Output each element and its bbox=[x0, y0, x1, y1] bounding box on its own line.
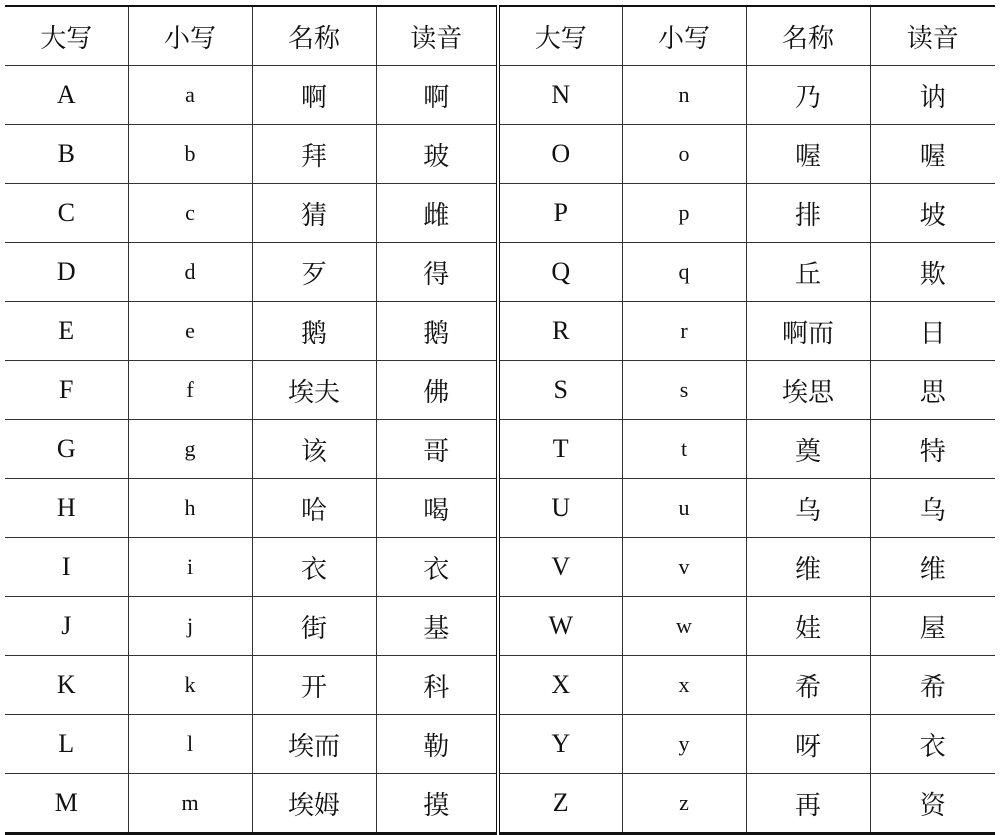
letter-lower-left: e bbox=[128, 302, 252, 361]
letter-name-right: 呀 bbox=[746, 715, 870, 774]
table-row bbox=[5, 243, 995, 302]
letter-name-left: 埃而 bbox=[252, 715, 376, 774]
letter-sound-left: 基 bbox=[376, 597, 498, 656]
letter-sound-right: 衣 bbox=[870, 715, 995, 774]
table-row bbox=[5, 125, 995, 184]
letter-sound-left: 佛 bbox=[376, 361, 498, 420]
letter-upper-left: B bbox=[5, 125, 128, 184]
letter-name-left: 街 bbox=[252, 597, 376, 656]
letter-sound-right: 乌 bbox=[870, 479, 995, 538]
letter-lower-right: q bbox=[622, 243, 746, 302]
letter-lower-left: k bbox=[128, 656, 252, 715]
letter-sound-right: 思 bbox=[870, 361, 995, 420]
letter-name-right: 喔 bbox=[746, 125, 870, 184]
letter-name-left: 拜 bbox=[252, 125, 376, 184]
letter-name-left: 埃夫 bbox=[252, 361, 376, 420]
letter-sound-right: 维 bbox=[870, 538, 995, 597]
table-row bbox=[5, 184, 995, 243]
letter-sound-right: 坡 bbox=[870, 184, 995, 243]
table-row bbox=[5, 66, 995, 125]
letter-upper-left: L bbox=[5, 715, 128, 774]
letter-upper-right: Q bbox=[498, 243, 622, 302]
letter-sound-left: 科 bbox=[376, 656, 498, 715]
letter-upper-right: N bbox=[498, 66, 622, 125]
letter-name-right: 娃 bbox=[746, 597, 870, 656]
table-row bbox=[5, 302, 995, 361]
letter-name-left: 猜 bbox=[252, 184, 376, 243]
letter-upper-right: O bbox=[498, 125, 622, 184]
letter-name-left: 埃姆 bbox=[252, 774, 376, 834]
letter-name-left: 开 bbox=[252, 656, 376, 715]
header-lower-left: 小写 bbox=[128, 6, 252, 66]
letter-name-left: 歹 bbox=[252, 243, 376, 302]
letter-lower-left: a bbox=[128, 66, 252, 125]
letter-name-left: 鹅 bbox=[252, 302, 376, 361]
header-sound-right: 读音 bbox=[870, 6, 995, 66]
letter-upper-right: Y bbox=[498, 715, 622, 774]
letter-sound-right: 希 bbox=[870, 656, 995, 715]
letter-lower-left: i bbox=[128, 538, 252, 597]
letter-lower-left: h bbox=[128, 479, 252, 538]
letter-upper-right: R bbox=[498, 302, 622, 361]
header-lower-right: 小写 bbox=[622, 6, 746, 66]
letter-name-left: 哈 bbox=[252, 479, 376, 538]
letter-upper-left: F bbox=[5, 361, 128, 420]
letter-name-right: 啊而 bbox=[746, 302, 870, 361]
letter-lower-right: y bbox=[622, 715, 746, 774]
letter-lower-right: o bbox=[622, 125, 746, 184]
letter-upper-right: S bbox=[498, 361, 622, 420]
header-sound-left: 读音 bbox=[376, 6, 498, 66]
table-row bbox=[5, 774, 995, 834]
letter-name-right: 维 bbox=[746, 538, 870, 597]
letter-upper-left: C bbox=[5, 184, 128, 243]
letter-upper-right: U bbox=[498, 479, 622, 538]
letter-name-right: 丘 bbox=[746, 243, 870, 302]
letter-sound-left: 得 bbox=[376, 243, 498, 302]
letter-name-right: 排 bbox=[746, 184, 870, 243]
letter-sound-left: 玻 bbox=[376, 125, 498, 184]
table-row bbox=[5, 656, 995, 715]
letter-lower-left: l bbox=[128, 715, 252, 774]
header-upper-right: 大写 bbox=[498, 6, 622, 66]
letter-sound-left: 哥 bbox=[376, 420, 498, 479]
letter-upper-right: Z bbox=[498, 774, 622, 834]
letter-lower-right: v bbox=[622, 538, 746, 597]
letter-upper-left: J bbox=[5, 597, 128, 656]
letter-name-left: 衣 bbox=[252, 538, 376, 597]
table-row bbox=[5, 361, 995, 420]
letter-lower-left: m bbox=[128, 774, 252, 834]
letter-lower-left: g bbox=[128, 420, 252, 479]
letter-upper-right: X bbox=[498, 656, 622, 715]
table-header bbox=[5, 6, 995, 66]
letter-upper-right: P bbox=[498, 184, 622, 243]
letter-sound-left: 啊 bbox=[376, 66, 498, 125]
letter-upper-left: H bbox=[5, 479, 128, 538]
letter-name-right: 奠 bbox=[746, 420, 870, 479]
letter-sound-right: 讷 bbox=[870, 66, 995, 125]
letter-upper-left: E bbox=[5, 302, 128, 361]
letter-sound-right: 资 bbox=[870, 774, 995, 834]
letter-name-right: 希 bbox=[746, 656, 870, 715]
letter-lower-left: j bbox=[128, 597, 252, 656]
letter-sound-right: 日 bbox=[870, 302, 995, 361]
alphabet-table bbox=[5, 5, 995, 835]
table-body bbox=[5, 66, 995, 834]
letter-upper-right: T bbox=[498, 420, 622, 479]
letter-upper-left: D bbox=[5, 243, 128, 302]
header-name-right: 名称 bbox=[746, 6, 870, 66]
letter-sound-right: 喔 bbox=[870, 125, 995, 184]
letter-name-right: 乃 bbox=[746, 66, 870, 125]
header-name-left: 名称 bbox=[252, 6, 376, 66]
letter-lower-left: f bbox=[128, 361, 252, 420]
letter-lower-right: s bbox=[622, 361, 746, 420]
letter-sound-left: 摸 bbox=[376, 774, 498, 834]
letter-sound-left: 喝 bbox=[376, 479, 498, 538]
letter-upper-left: K bbox=[5, 656, 128, 715]
letter-lower-right: n bbox=[622, 66, 746, 125]
letter-upper-left: I bbox=[5, 538, 128, 597]
letter-sound-right: 特 bbox=[870, 420, 995, 479]
table-row bbox=[5, 597, 995, 656]
table-row bbox=[5, 479, 995, 538]
letter-name-left: 该 bbox=[252, 420, 376, 479]
letter-sound-right: 欺 bbox=[870, 243, 995, 302]
letter-lower-right: z bbox=[622, 774, 746, 834]
letter-name-right: 乌 bbox=[746, 479, 870, 538]
letter-upper-right: W bbox=[498, 597, 622, 656]
letter-upper-right: V bbox=[498, 538, 622, 597]
letter-lower-right: r bbox=[622, 302, 746, 361]
letter-lower-right: t bbox=[622, 420, 746, 479]
letter-upper-left: A bbox=[5, 66, 128, 125]
letter-sound-right: 屋 bbox=[870, 597, 995, 656]
header-upper-left: 大写 bbox=[5, 6, 128, 66]
letter-lower-right: u bbox=[622, 479, 746, 538]
letter-lower-right: x bbox=[622, 656, 746, 715]
letter-lower-left: b bbox=[128, 125, 252, 184]
letter-name-left: 啊 bbox=[252, 66, 376, 125]
letter-name-right: 埃思 bbox=[746, 361, 870, 420]
letter-upper-left: M bbox=[5, 774, 128, 834]
table-row bbox=[5, 715, 995, 774]
letter-lower-right: p bbox=[622, 184, 746, 243]
table-row bbox=[5, 420, 995, 479]
letter-sound-left: 勒 bbox=[376, 715, 498, 774]
letter-name-right: 再 bbox=[746, 774, 870, 834]
table-row bbox=[5, 538, 995, 597]
letter-lower-left: c bbox=[128, 184, 252, 243]
header-row bbox=[5, 6, 995, 66]
letter-sound-left: 衣 bbox=[376, 538, 498, 597]
letter-sound-left: 鹅 bbox=[376, 302, 498, 361]
letter-lower-right: w bbox=[622, 597, 746, 656]
letter-upper-left: G bbox=[5, 420, 128, 479]
letter-lower-left: d bbox=[128, 243, 252, 302]
letter-sound-left: 雌 bbox=[376, 184, 498, 243]
